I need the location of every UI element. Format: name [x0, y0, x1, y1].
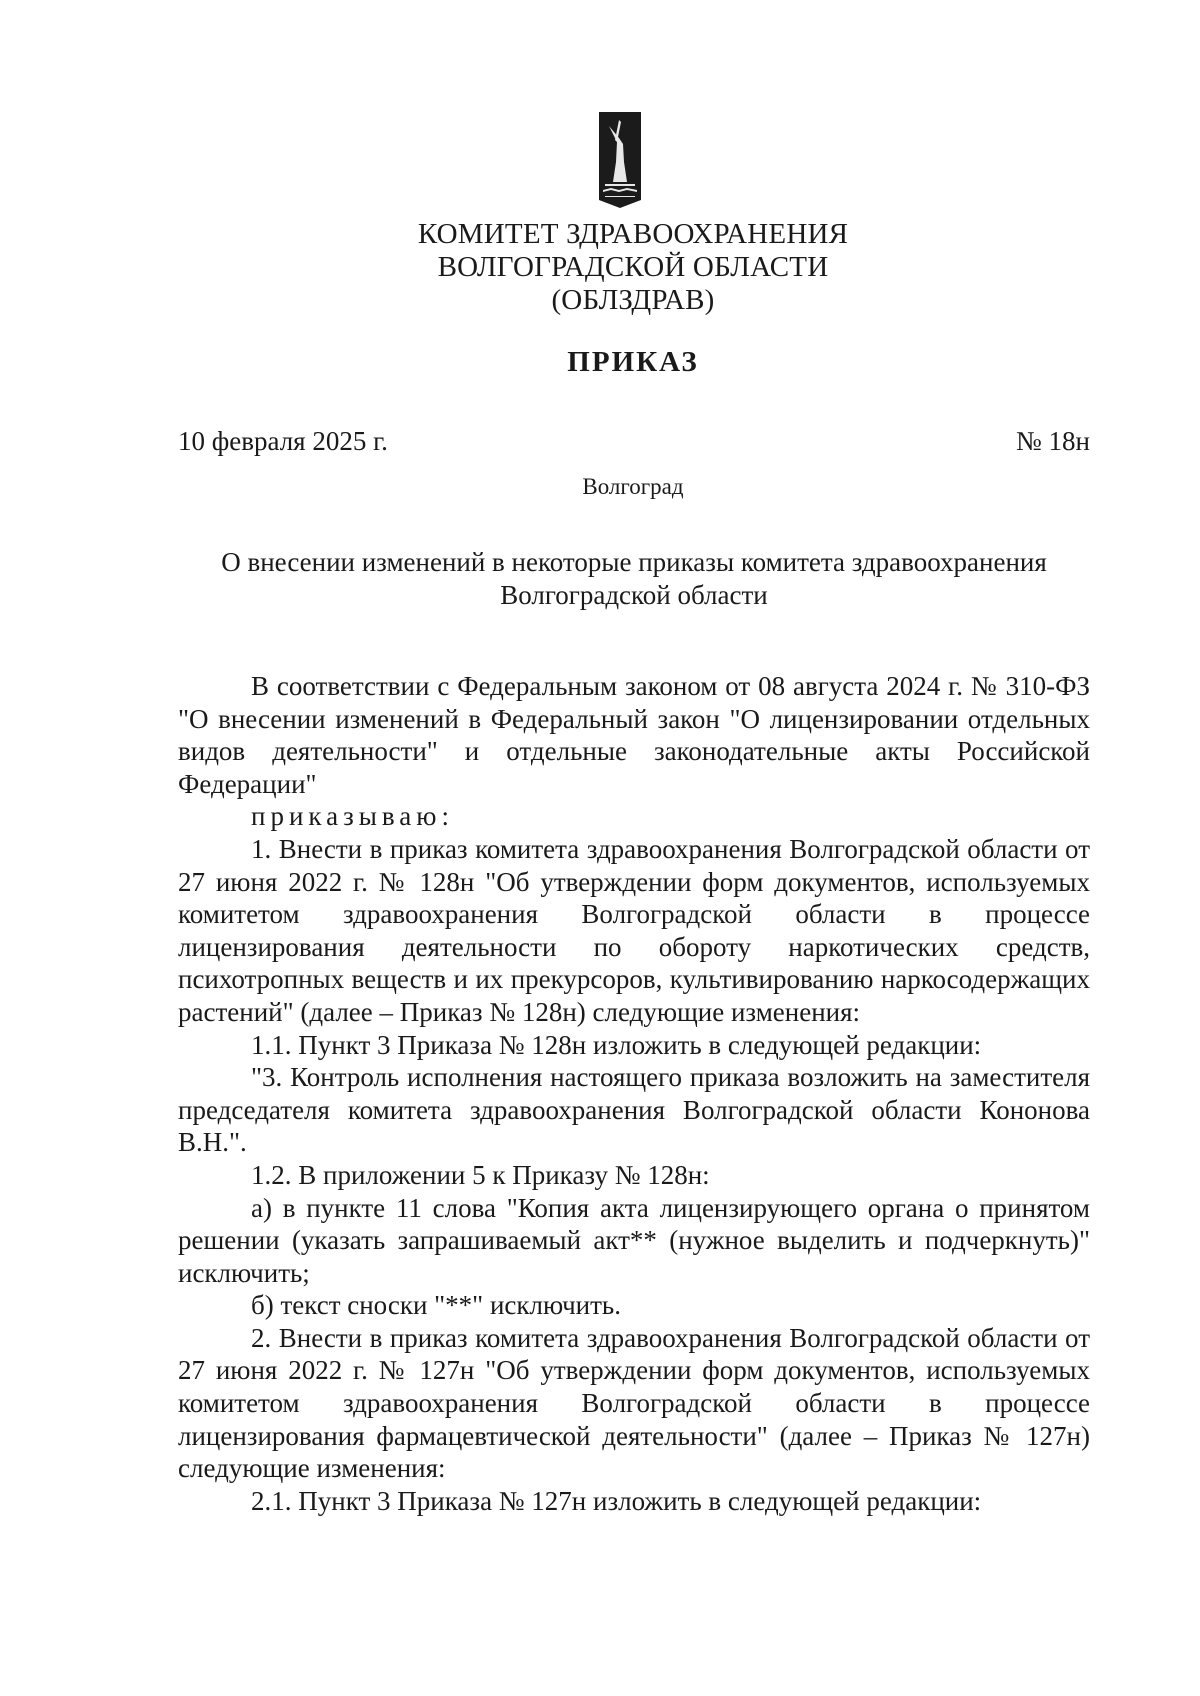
- preamble-paragraph: В соответствии с Федеральным законом от 08 августа 2024 г. № 310-ФЗ "О внесении изменений в Федеральный закон "О лицензировании отдельных видов деятельности" и отдельные законодательные акты Российской Федерации": [178, 671, 1090, 799]
- item-1-1-paragraph: 1.1. Пункт 3 Приказа № 128н изложить в следующей редакции:: [251, 1029, 982, 1060]
- item-1-2-paragraph: 1.2. В приложении 5 к Приказу № 128н:: [251, 1159, 710, 1190]
- document-subject: О внесении изменений в некоторые приказы комитета здравоохранения Волгоградской области: [221, 547, 1047, 610]
- document-number: № 18н: [1016, 426, 1090, 456]
- item-2-paragraph: 2. Внести в приказ комитета здравоохранения Волгоградской области от 27 июня 2022 г. № 127н "Об утверждении форм документов, используемых комитетом здравоохранения Волгоградской области в процессе лицензирования фармацевтической деятельности" (далее – Приказ № 127н) следующие изменения:: [178, 1322, 1090, 1484]
- document-date: 10 февраля 2025 г.: [178, 426, 388, 456]
- item-1-paragraph: 1. Внести в приказ комитета здравоохранения Волгоградской области от 27 июня 2022 г. № 128н "Об утверждении форм документов, используемых комитетом здравоохранения Волгоградской области в процессе лицензирования деятельности по обороту наркотических средств, психотропных веществ и их прекурсоров, культивированию наркосодержащих растений" (далее – Приказ № 128н) следующие изменения:: [178, 833, 1090, 1027]
- document-body: [178, 670, 1090, 1517]
- item-1-1-quote-paragraph: "3. Контроль исполнения настоящего приказа возложить на заместителя председателя комитета здравоохранения Волгоградской области Кононова В.Н.".: [178, 1062, 1090, 1158]
- document-city: Волгоград: [582, 474, 684, 499]
- organization-name-line-1: КОМИТЕТ ЗДРАВООХРАНЕНИЯ: [417, 218, 849, 250]
- organization-name-line-2: ВОЛГОГРАДСКОЙ ОБЛАСТИ: [437, 251, 829, 283]
- order-verb: приказываю:: [251, 801, 454, 832]
- organization-abbreviation: (ОБЛЗДРАВ): [551, 284, 715, 316]
- item-1-2-a-paragraph: а) в пункте 11 слова "Копия акта лицензирующего органа о принятом решении (указать запрашиваемый акт** (нужное выделить и подчеркнуть)" исключить;: [178, 1192, 1090, 1288]
- item-1-2-b-paragraph: б) текст сноски "**" исключить.: [251, 1290, 621, 1321]
- item-2-1-paragraph: 2.1. Пункт 3 Приказа № 127н изложить в следующей редакции:: [251, 1485, 982, 1516]
- document-type-title: ПРИКАЗ: [567, 346, 699, 378]
- coat-of-arms-icon: [599, 112, 641, 208]
